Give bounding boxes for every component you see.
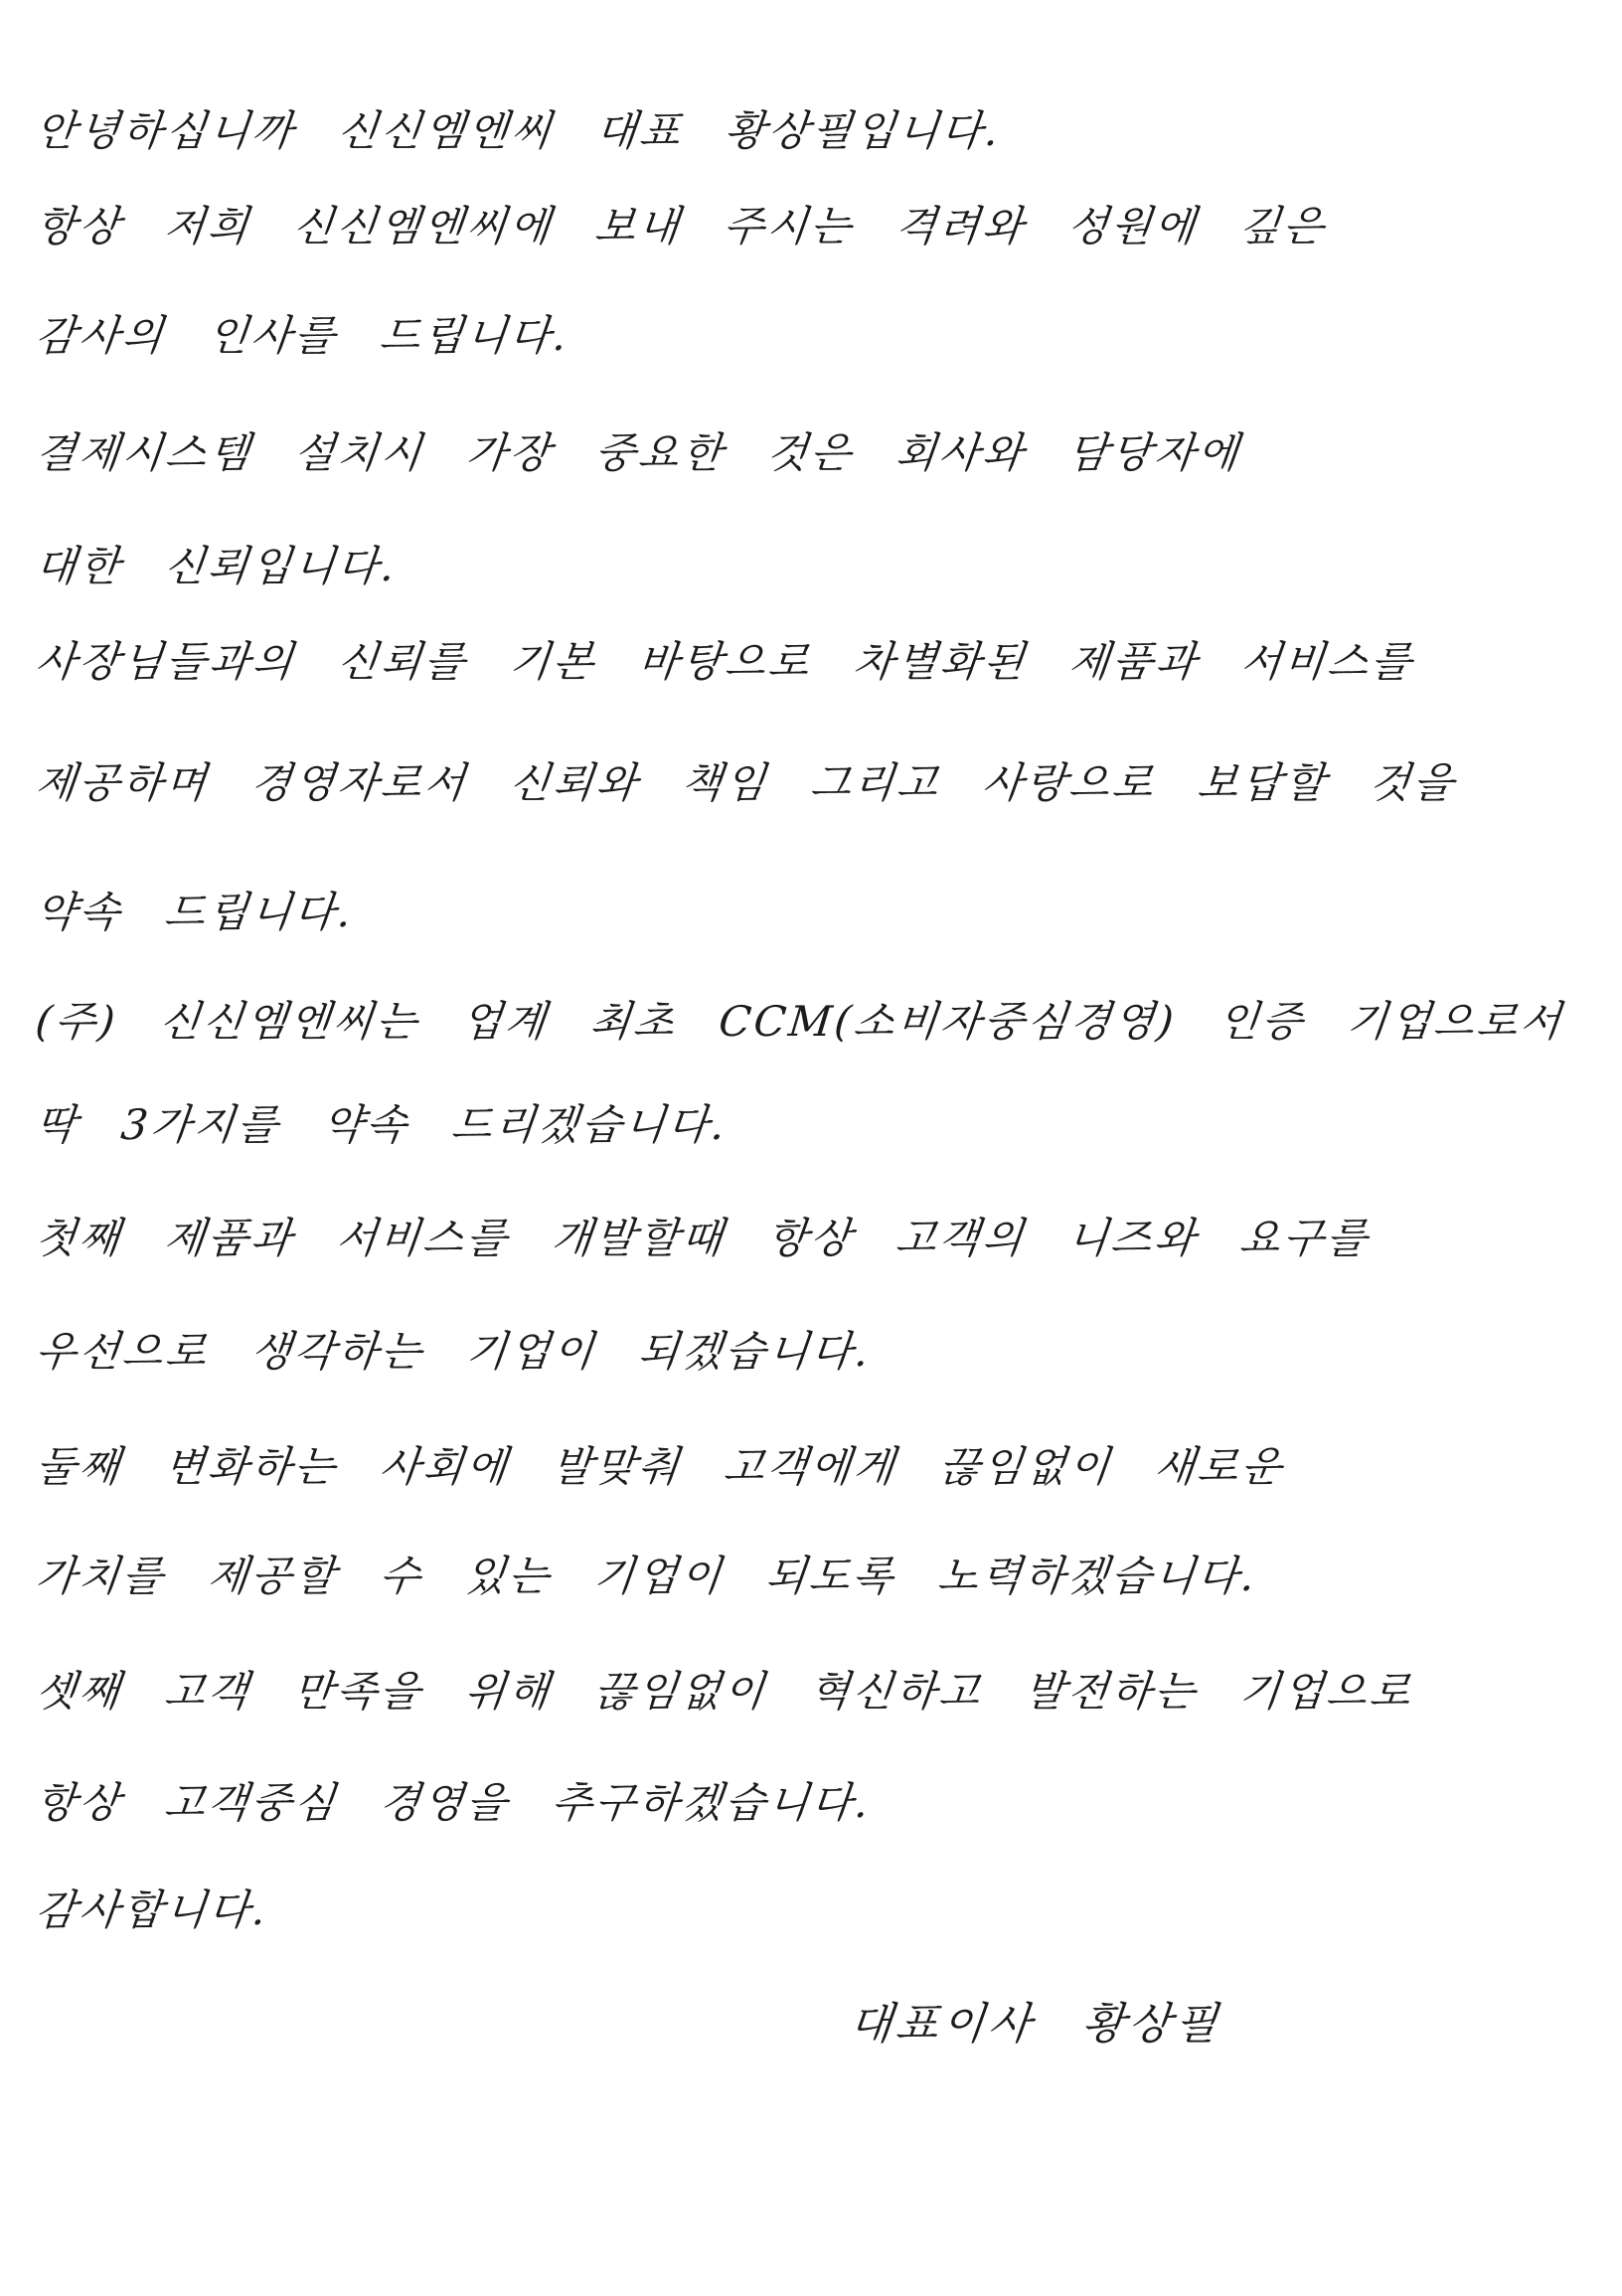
letter-line: 우선으로 생각하는 기업이 되겠습니다. <box>33 1327 875 1376</box>
letter-line-closing: 감사합니다. <box>33 1886 271 1934</box>
letter-line: 딱 3가지를 약속 드리겠습니다. <box>33 1100 730 1149</box>
letter-line: 첫째 제품과 서비스를 개발할때 항상 고객의 니즈와 요구를 <box>33 1214 1373 1262</box>
letter-line: 항상 저희 신신엠엔씨에 보내 주시는 격려와 성원에 깊은 <box>33 202 1330 250</box>
letter-line: 둘째 변화하는 사회에 발맞춰 고객에게 끊임없이 새로운 <box>33 1442 1287 1491</box>
letter-line: 약속 드립니다. <box>33 888 357 936</box>
signature: 대표이사 황상필 <box>847 1999 1224 2050</box>
letter-line: 항상 고객중심 경영을 추구하겠습니다. <box>33 1778 875 1827</box>
letter-line: 대한 신뢰입니다. <box>33 542 401 590</box>
letter-line: (주) 신신엠엔씨는 업계 최초 CCM(소비자중심경영) 인증 기업으로서 <box>33 997 1566 1046</box>
letter-line: 제공하며 경영자로서 신뢰와 책임 그리고 사랑으로 보답할 것을 <box>33 758 1459 807</box>
letter-line: 결제시스템 설치시 가장 중요한 것은 회사와 담당자에 <box>33 428 1244 477</box>
letter-line: 셋째 고객 만족을 위해 끊임없이 혁신하고 발전하는 기업으로 <box>33 1667 1416 1716</box>
letter-line: 사장님들과의 신뢰를 기본 바탕으로 차별화된 제품과 서비스를 <box>33 637 1417 686</box>
letter-line: 감사의 인사를 드립니다. <box>33 311 572 360</box>
letter-line: 가치를 제공할 수 있는 기업이 되도록 노력하겠습니다. <box>33 1552 1260 1600</box>
letter-line-greeting: 안녕하십니까 신신엠엔씨 대표 황상필입니다. <box>33 106 1004 155</box>
